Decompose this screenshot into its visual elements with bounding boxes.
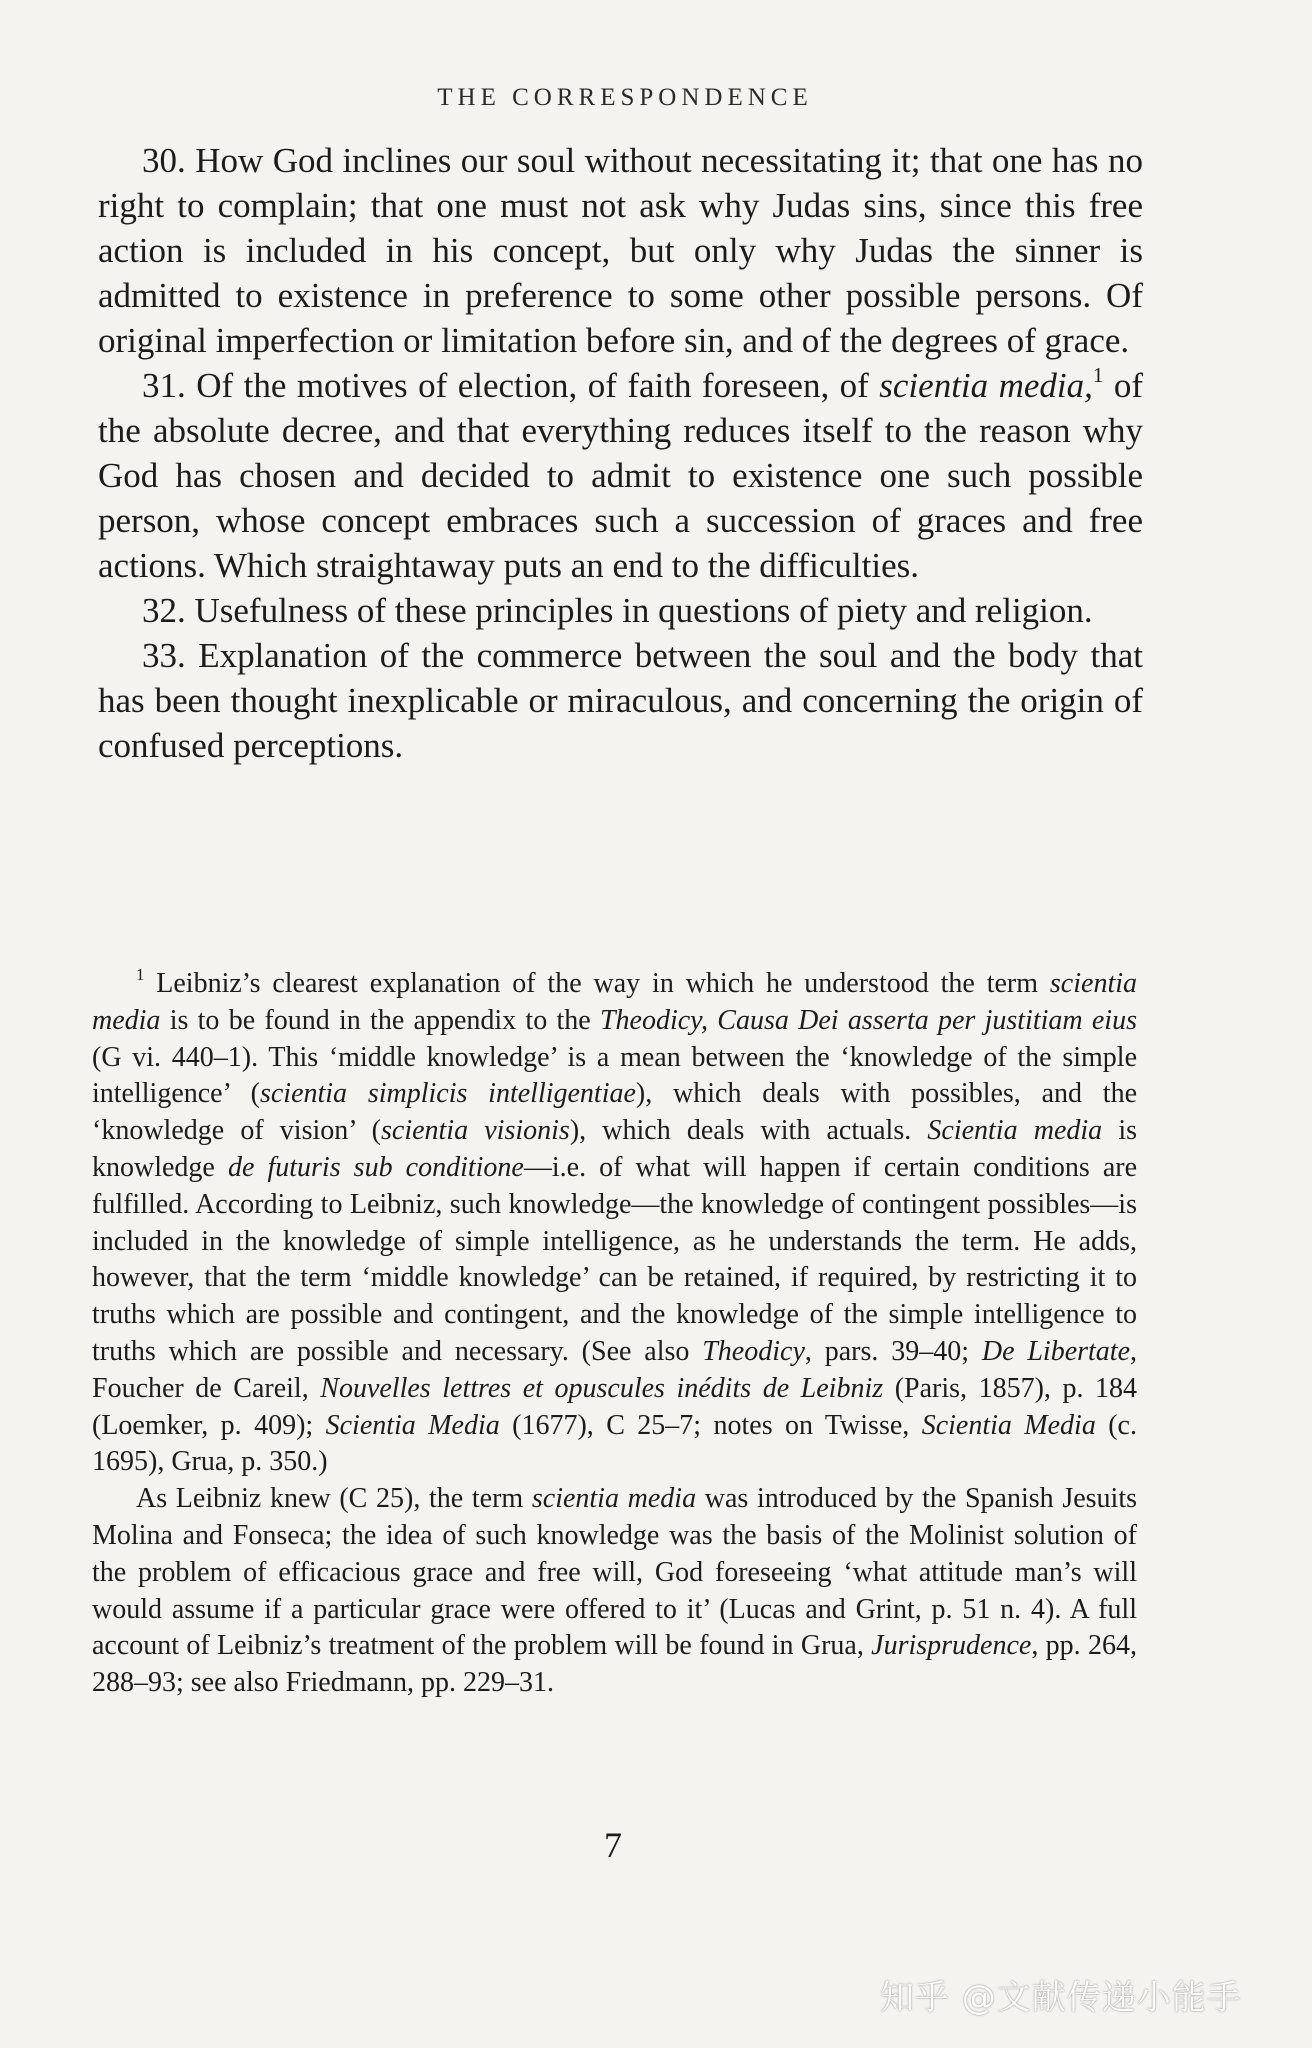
section-text: Of the motives of election, of faith foreseen, of bbox=[185, 366, 880, 405]
section-number: 30. bbox=[142, 141, 186, 180]
italic-term: scientia simplicis intelligentiae bbox=[259, 1078, 636, 1110]
section-number: 31. bbox=[142, 366, 186, 405]
italic-title: Scientia Media bbox=[325, 1409, 500, 1441]
footnote-reference: 1 bbox=[1092, 363, 1104, 388]
footnote-1 bbox=[92, 966, 1137, 1481]
main-text bbox=[98, 138, 1143, 768]
italic-term: scientia media bbox=[531, 1483, 697, 1515]
footnote-text: , pp. 264, 288–93; see also Friedmann, pp. 229–31. bbox=[92, 1630, 1137, 1699]
footnote-text: , pars. 39–40; bbox=[804, 1335, 982, 1367]
section-32 bbox=[98, 588, 1143, 633]
footnote-text: (c. 1695), Grua, p. 350.) bbox=[92, 1409, 1137, 1478]
footnote-text: Leibniz’s clearest explanation of the way in which he understood the term bbox=[144, 968, 1050, 999]
italic-title: Theodicy bbox=[702, 1335, 805, 1367]
italic-term: de futuris sub conditione bbox=[227, 1151, 524, 1183]
italic-term: Scientia media bbox=[927, 1115, 1103, 1147]
footnote-marker: 1 bbox=[136, 965, 145, 984]
italic-term: scientia media bbox=[92, 968, 1137, 1036]
section-33 bbox=[98, 633, 1143, 768]
italic-title: Nouvelles lettres et opuscules inédits de Leibniz bbox=[320, 1372, 884, 1404]
section-text: Explanation of the commerce between the soul and the body that has been thought inexplicable or miraculous, and concerning the origin of confused perceptions. bbox=[98, 636, 1143, 765]
footnote-text: As Leibniz knew (C 25), the term bbox=[136, 1483, 532, 1515]
footnote-text: ), which deals with actuals. bbox=[569, 1115, 928, 1147]
footnote-text: (Paris, 1857), p. 184 (Loemker, p. 409); bbox=[92, 1372, 1138, 1441]
footnote-text: ), which deals with possibles, and the ‘knowledge of vision’ ( bbox=[92, 1078, 1137, 1147]
watermark: 知乎 @文献传递小能手 bbox=[880, 1978, 1242, 2018]
section-text: of the absolute decree, and that everything reduces itself to the reason why God has chosen and decided to admit to existence one such possible person, whose concept embraces such a succession of graces and free actions. Which straightaway puts an end to the difficulties. bbox=[98, 366, 1144, 585]
section-text: How God inclines our soul without necessitating it; that one has no right to complain; that one must not ask why Judas sins, since this free action is included in his concept, but only why Judas the sinner is admitted to existence in preference to some other possible persons. Of original imperfection or limitation before sin, and of the degrees of grace. bbox=[98, 141, 1143, 360]
footnote-text: , Foucher de Careil, bbox=[92, 1335, 1137, 1404]
footnote-1-continued bbox=[92, 1481, 1137, 1702]
footnote-text: is to be found in the appendix to the bbox=[160, 1004, 600, 1036]
running-head: THE CORRESPONDENCE bbox=[437, 84, 813, 111]
footnotes bbox=[92, 966, 1137, 1702]
italic-title: De Libertate bbox=[981, 1335, 1130, 1367]
italic-term: scientia media, bbox=[879, 366, 1093, 405]
footnote-text: is knowledge bbox=[92, 1115, 1138, 1183]
italic-term: scientia visionis bbox=[381, 1115, 570, 1147]
footnote-text: was introduced by the Spanish Jesuits Molina and Fonseca; the idea of such knowledge was the basis of the Molinist solution of the problem of efficacious grace and free will, God foreseeing ‘what attitude man’s will would assume if a particular grace were offered to it’ (Lucas and Grint, p. 51 n. 4). A full account of Leibniz’s treatment of the problem will be found in Grua, bbox=[92, 1483, 1137, 1662]
italic-title: Scientia Media bbox=[921, 1409, 1096, 1441]
italic-title: Theodicy, Causa Dei asserta per justitiam eius bbox=[599, 1004, 1137, 1036]
section-text: Usefulness of these principles in questions of piety and religion. bbox=[185, 591, 1093, 630]
footnote-text: (1677), C 25–7; notes on Twisse, bbox=[499, 1409, 922, 1441]
italic-title: Jurisprudence bbox=[871, 1630, 1032, 1662]
section-31 bbox=[98, 363, 1143, 588]
page-number: 7 bbox=[604, 1825, 622, 1865]
section-number: 32. bbox=[142, 591, 186, 630]
section-30 bbox=[98, 138, 1143, 363]
footnote-text: —i.e. of what will happen if certain conditions are fulfilled. According to Leibniz, such knowledge—the knowledge of contingent possibles—is included in the knowledge of simple intelligence, as he understands the term. He adds, however, that the term ‘middle knowledge’ can be retained, if required, by restricting it to truths which are possible and contingent, and the knowledge of the simple intelligence to truths which are possible and necessary. (See also bbox=[92, 1151, 1138, 1367]
section-number: 33. bbox=[142, 636, 186, 675]
footnote-text: (G vi. 440–1). This ‘middle knowledge’ is a mean between the ‘knowledge of the simple intelligence’ ( bbox=[92, 1041, 1137, 1110]
